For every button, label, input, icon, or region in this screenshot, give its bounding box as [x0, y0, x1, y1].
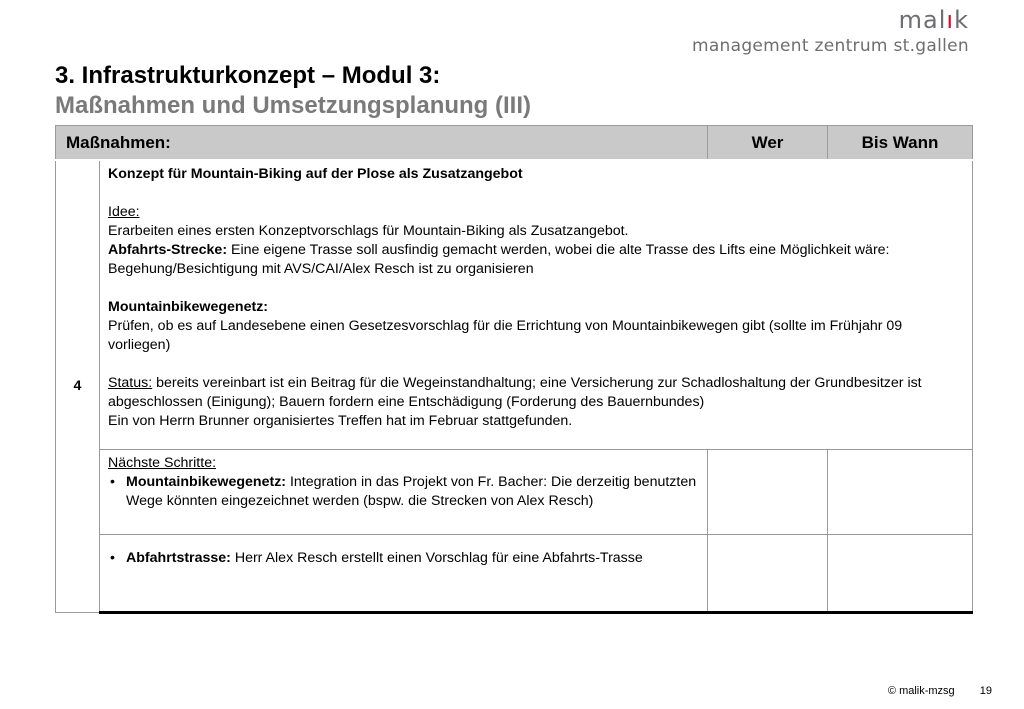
page-number: 19	[979, 685, 992, 697]
network-label: Mountainbikewegenetz:	[108, 299, 269, 315]
table-row	[56, 450, 973, 535]
logo-wordmark	[899, 6, 969, 34]
row-number: 4	[56, 160, 100, 613]
list-item	[108, 549, 699, 568]
table-row	[56, 160, 973, 450]
who-cell-1	[708, 450, 828, 535]
status-label: Status:	[108, 375, 153, 391]
status-text: bereits vereinbart ist ein Beitrag für die Wegeinstandhaltung; eine Versicherung zur Schadloshaltung der Grundbesitzer ist abgeschlossen (Einigung); Bauern fordern eine Entschädigung (Forderung des Bauernbundes)	[108, 375, 922, 410]
logo-mark-accent: ı	[946, 6, 955, 34]
list-item	[108, 473, 699, 511]
downhill-paragraph	[108, 241, 964, 279]
until-cell-2	[828, 535, 973, 613]
page-subtitle: Maßnahmen und Umsetzungsplanung (III)	[55, 92, 531, 119]
header-measures: Maßnahmen:	[56, 126, 708, 161]
next-steps-list-2	[108, 549, 699, 568]
table-row	[56, 535, 973, 613]
network-text: Prüfen, ob es auf Landesebene einen Gesetzesvorschlag für die Errichtung von Mountainbikewegen gibt (sollte im Frühjahr 09 vorliegen)	[108, 318, 903, 353]
header-who: Wer	[708, 126, 828, 161]
downhill-text: Eine eigene Trasse soll ausfindig gemacht werden, wobei die alte Trasse des Lifts eine Möglichkeit wäre: Begehung/Besichtigung mit AVS/CAI/Alex Resch ist zu organisieren	[108, 242, 890, 277]
company-logo	[691, 6, 969, 56]
next-step-2-cell	[100, 535, 708, 613]
next-step-1-label: Mountainbikewegenetz:	[126, 474, 287, 490]
copyright: © malik-mzsg	[887, 685, 955, 697]
table-header-row	[56, 126, 973, 161]
status-text-2: Ein von Herrn Brunner organisiertes Treffen hat im Februar stattgefunden.	[108, 413, 573, 429]
next-step-2-label: Abfahrtstrasse:	[126, 550, 231, 566]
who-cell-2	[708, 535, 828, 613]
concept-cell	[100, 160, 973, 450]
downhill-label: Abfahrts-Strecke:	[108, 242, 228, 258]
logo-subtitle: management zentrum st.gallen	[691, 36, 969, 56]
next-step-1-text: Integration in das Projekt von Fr. Bacher: Die derzeitig benutzten Wege könnten eingezeichnet werden (bspw. die Strecken von Alex Resch)	[126, 474, 697, 509]
footer	[888, 685, 992, 697]
logo-mark-pre: mal	[898, 6, 947, 34]
header-until: Bis Wann	[828, 126, 973, 161]
concept-heading: Konzept für Mountain-Biking auf der Plose als Zusatzangebot	[108, 166, 523, 182]
measures-table	[55, 125, 973, 614]
next-steps-list	[108, 473, 699, 511]
next-step-2-text: Herr Alex Resch erstellt einen Vorschlag für eine Abfahrts-Trasse	[230, 550, 643, 566]
next-steps-label: Nächste Schritte:	[108, 455, 217, 471]
next-steps-cell	[100, 450, 708, 535]
page-title: 3. Infrastrukturkonzept – Modul 3:	[55, 62, 441, 89]
idea-label: Idee:	[108, 204, 140, 220]
logo-mark-post: k	[954, 6, 969, 34]
status-paragraph	[108, 374, 964, 412]
until-cell-1	[828, 450, 973, 535]
idea-text: Erarbeiten eines ersten Konzeptvorschlags für Mountain-Biking als Zusatzangebot.	[108, 223, 629, 239]
